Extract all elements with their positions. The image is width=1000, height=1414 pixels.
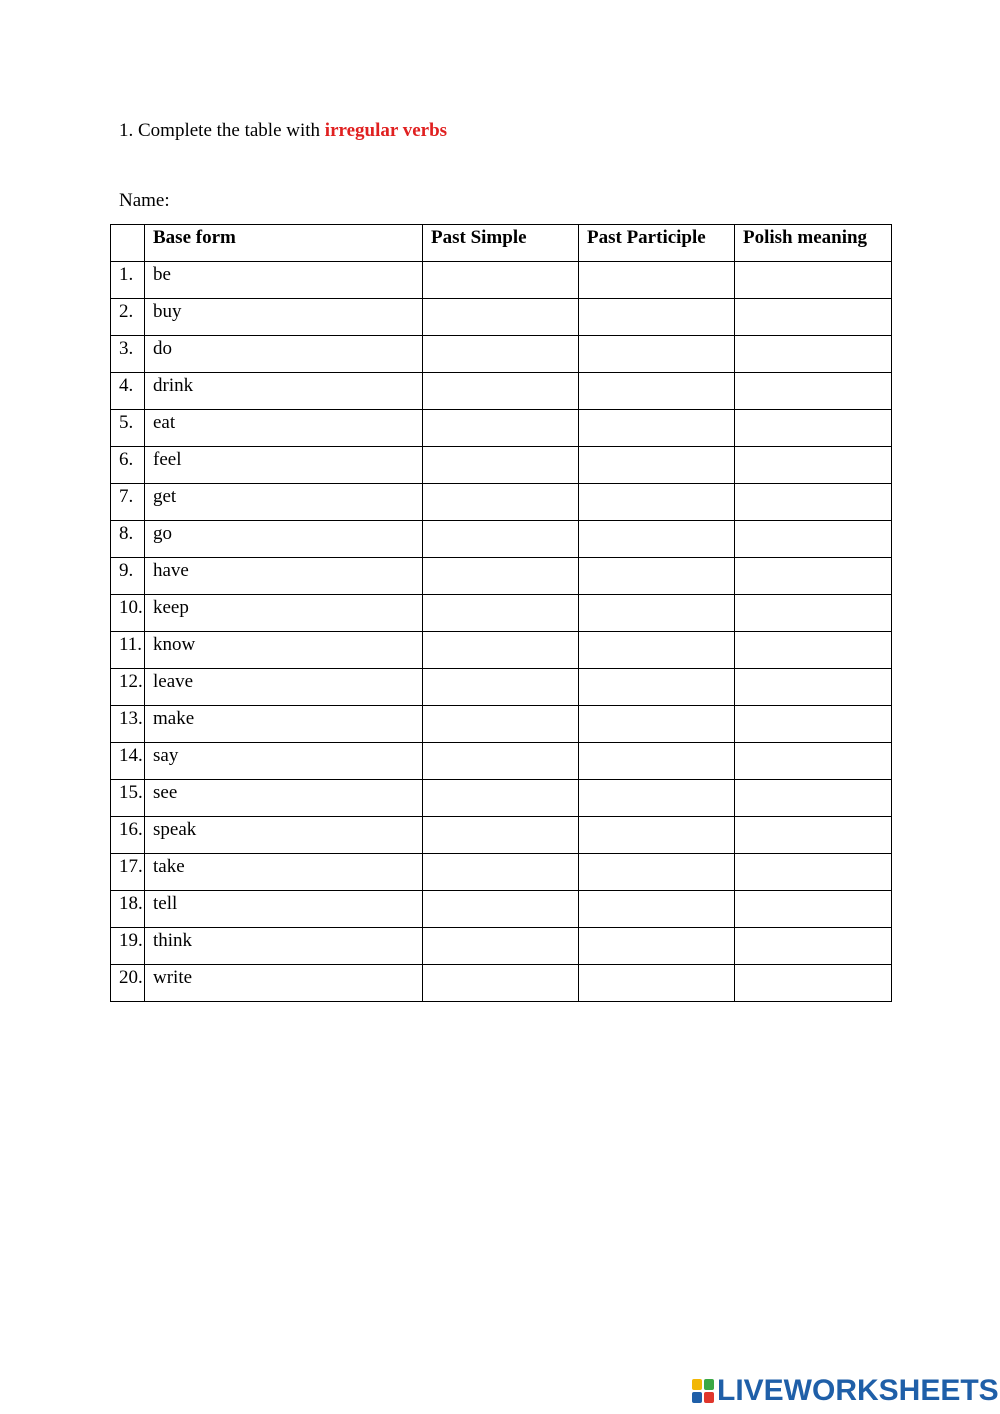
logo-mark-square [692,1392,702,1403]
past-simple-cell[interactable] [423,743,579,780]
table-row [111,336,892,373]
past-simple-cell[interactable] [423,780,579,817]
past-participle-cell[interactable] [579,410,735,447]
logo-mark-square [704,1392,714,1403]
base-form-cell: say [145,743,423,780]
base-form-cell: see [145,780,423,817]
base-form-cell: go [145,521,423,558]
logo-mark-square [704,1379,714,1390]
past-participle-cell[interactable] [579,706,735,743]
instruction-prefix: 1. Complete the table with [119,120,325,141]
past-simple-cell[interactable] [423,521,579,558]
polish-meaning-cell[interactable] [735,669,892,706]
table-row [111,558,892,595]
polish-meaning-cell[interactable] [735,336,892,373]
row-number: 7. [111,484,145,521]
table-row [111,410,892,447]
past-simple-cell[interactable] [423,558,579,595]
past-participle-cell[interactable] [579,854,735,891]
row-number: 3. [111,336,145,373]
past-simple-cell[interactable] [423,928,579,965]
table-row [111,706,892,743]
table-row [111,299,892,336]
past-simple-cell[interactable] [423,965,579,1002]
past-participle-cell[interactable] [579,484,735,521]
polish-meaning-cell[interactable] [735,891,892,928]
table-row [111,521,892,558]
base-form-cell: leave [145,669,423,706]
polish-meaning-cell[interactable] [735,299,892,336]
logo-mark-square [692,1379,702,1390]
past-participle-cell[interactable] [579,299,735,336]
row-number: 10. [111,595,145,632]
base-form-cell: have [145,558,423,595]
base-form-cell: take [145,854,423,891]
table-row [111,595,892,632]
row-number: 9. [111,558,145,595]
table-row [111,632,892,669]
past-participle-cell[interactable] [579,558,735,595]
table-row [111,928,892,965]
base-form-cell: feel [145,447,423,484]
past-participle-cell[interactable] [579,447,735,484]
base-form-cell: speak [145,817,423,854]
row-number: 17. [111,854,145,891]
instruction-text [119,119,447,143]
row-number: 5. [111,410,145,447]
polish-meaning-cell[interactable] [735,558,892,595]
polish-meaning-cell[interactable] [735,484,892,521]
table-row [111,965,892,1002]
base-form-cell: keep [145,595,423,632]
base-form-cell: make [145,706,423,743]
base-form-cell: write [145,965,423,1002]
past-simple-cell[interactable] [423,262,579,299]
past-participle-cell[interactable] [579,817,735,854]
polish-meaning-cell[interactable] [735,521,892,558]
base-form-cell: know [145,632,423,669]
past-participle-cell[interactable] [579,595,735,632]
row-number: 19. [111,928,145,965]
base-form-cell: think [145,928,423,965]
polish-meaning-cell[interactable] [735,780,892,817]
base-form-cell: be [145,262,423,299]
header-past-simple: Past Simple [423,225,579,262]
row-number: 8. [111,521,145,558]
past-participle-cell[interactable] [579,780,735,817]
polish-meaning-cell[interactable] [735,817,892,854]
polish-meaning-cell[interactable] [735,965,892,1002]
table-row [111,817,892,854]
polish-meaning-cell[interactable] [735,743,892,780]
base-form-cell: drink [145,373,423,410]
logo-mark-icon [692,1379,714,1403]
polish-meaning-cell[interactable] [735,447,892,484]
table-row [111,743,892,780]
table-row [111,780,892,817]
base-form-cell: eat [145,410,423,447]
polish-meaning-cell[interactable] [735,595,892,632]
base-form-cell: do [145,336,423,373]
table-row [111,373,892,410]
row-number: 6. [111,447,145,484]
past-participle-cell[interactable] [579,521,735,558]
past-participle-cell[interactable] [579,632,735,669]
row-number: 11. [111,632,145,669]
past-participle-cell[interactable] [579,965,735,1002]
past-simple-cell[interactable] [423,410,579,447]
table-row [111,484,892,521]
row-number: 4. [111,373,145,410]
past-participle-cell[interactable] [579,336,735,373]
header-past-participle: Past Participle [579,225,735,262]
row-number: 12. [111,669,145,706]
past-simple-cell[interactable] [423,706,579,743]
past-participle-cell[interactable] [579,743,735,780]
row-number: 15. [111,780,145,817]
polish-meaning-cell[interactable] [735,262,892,299]
table-row [111,669,892,706]
instruction-highlight: irregular verbs [324,120,448,141]
liveworksheets-logo [692,1376,999,1406]
polish-meaning-cell[interactable] [735,410,892,447]
past-simple-cell[interactable] [423,891,579,928]
polish-meaning-cell[interactable] [735,706,892,743]
polish-meaning-cell[interactable] [735,373,892,410]
row-number: 16. [111,817,145,854]
row-number: 1. [111,262,145,299]
logo-text: LIVEWORKSHEETS [717,1374,999,1407]
header-number [111,225,145,262]
polish-meaning-cell[interactable] [735,854,892,891]
table-header-row [111,225,892,262]
polish-meaning-cell[interactable] [735,632,892,669]
row-number: 2. [111,299,145,336]
base-form-cell: tell [145,891,423,928]
table-row [111,891,892,928]
past-simple-cell[interactable] [423,817,579,854]
past-simple-cell[interactable] [423,854,579,891]
past-participle-cell[interactable] [579,373,735,410]
base-form-cell: buy [145,299,423,336]
past-simple-cell[interactable] [423,299,579,336]
past-simple-cell[interactable] [423,632,579,669]
row-number: 14. [111,743,145,780]
past-simple-cell[interactable] [423,373,579,410]
irregular-verbs-table [110,224,892,1002]
polish-meaning-cell[interactable] [735,928,892,965]
table-row [111,262,892,299]
past-participle-cell[interactable] [579,928,735,965]
past-simple-cell[interactable] [423,484,579,521]
past-participle-cell[interactable] [579,891,735,928]
table-row [111,447,892,484]
row-number: 13. [111,706,145,743]
header-base-form: Base form [145,225,423,262]
header-polish-meaning: Polish meaning [735,225,892,262]
past-simple-cell[interactable] [423,595,579,632]
past-simple-cell[interactable] [423,447,579,484]
name-label: Name: [119,190,170,211]
past-simple-cell[interactable] [423,669,579,706]
base-form-cell: get [145,484,423,521]
past-simple-cell[interactable] [423,336,579,373]
past-participle-cell[interactable] [579,669,735,706]
past-participle-cell[interactable] [579,262,735,299]
row-number: 20. [111,965,145,1002]
row-number: 18. [111,891,145,928]
table-row [111,854,892,891]
